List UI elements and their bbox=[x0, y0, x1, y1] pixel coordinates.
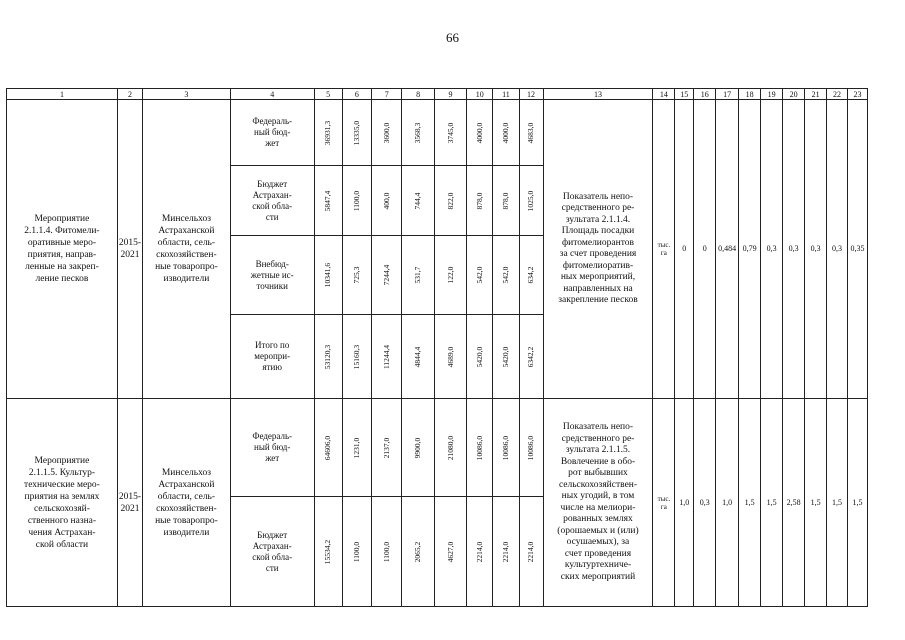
target-value-cell: 1,0 bbox=[716, 399, 739, 607]
funding-value: 1100,0 bbox=[351, 541, 361, 562]
funding-value: 1100,0 bbox=[351, 190, 361, 211]
column-header: 2 bbox=[117, 89, 142, 100]
column-header: 11 bbox=[493, 89, 519, 100]
funding-value-cell bbox=[372, 166, 402, 236]
funding-value-cell bbox=[467, 399, 493, 497]
funding-value-cell bbox=[314, 100, 342, 166]
funding-value-cell bbox=[342, 236, 371, 315]
funding-value: 7244,4 bbox=[381, 264, 391, 286]
funding-value: 10086,0 bbox=[526, 435, 536, 460]
funding-value-cell bbox=[314, 166, 342, 236]
target-value-cell: 1,5 bbox=[847, 399, 867, 607]
funding-value: 10086,0 bbox=[474, 435, 484, 460]
funding-value: 4689,0 bbox=[445, 346, 455, 367]
funding-value-cell bbox=[402, 100, 434, 166]
funding-value-cell bbox=[467, 166, 493, 236]
target-value-cell: 0,79 bbox=[739, 100, 761, 399]
funding-value-cell bbox=[519, 315, 543, 399]
funding-value: 542,0 bbox=[500, 266, 510, 284]
funding-value: 15160,3 bbox=[351, 344, 361, 369]
period-cell: 2015- 2021 bbox=[117, 399, 142, 607]
funding-value: 122,0 bbox=[445, 266, 455, 284]
funding-value: 744,4 bbox=[413, 192, 423, 209]
funding-value-cell bbox=[314, 497, 342, 607]
funding-value-cell bbox=[314, 399, 342, 497]
funding-value-cell bbox=[372, 100, 402, 166]
funding-value: 3568,3 bbox=[413, 122, 423, 143]
column-header: 19 bbox=[761, 89, 783, 100]
funding-value-cell bbox=[372, 399, 402, 497]
target-value-cell: 1,5 bbox=[827, 399, 848, 607]
indicator-cell: Показатель непо- средственного ре- зультата 2.1.1.4. Площадь посадки фитомелиорантов за счет проведения фитомелиоратив- ных мероприятий, направленных на закрепление песков bbox=[543, 100, 653, 399]
funding-value: 9900,0 bbox=[413, 437, 423, 458]
funding-value-cell bbox=[402, 166, 434, 236]
target-value-cell: 1,5 bbox=[739, 399, 761, 607]
target-value-cell: 1,5 bbox=[761, 399, 783, 607]
funding-value: 542,0 bbox=[474, 266, 484, 284]
column-header: 6 bbox=[342, 89, 371, 100]
unit-cell: тыс. га bbox=[653, 100, 675, 399]
funding-value-cell bbox=[342, 315, 371, 399]
funding-value-cell bbox=[402, 399, 434, 497]
target-value-cell: 0 bbox=[675, 100, 694, 399]
table-row bbox=[7, 399, 868, 497]
funding-value: 1025,0 bbox=[526, 190, 536, 211]
funding-value-cell bbox=[493, 100, 519, 166]
target-value-cell: 0 bbox=[694, 100, 716, 399]
header-row bbox=[7, 89, 868, 100]
funding-source-cell: Бюджет Астрахан- ской обла- сти bbox=[230, 497, 314, 607]
funding-value: 2214,0 bbox=[474, 541, 484, 562]
funding-value-cell bbox=[342, 166, 371, 236]
funding-value: 725,3 bbox=[351, 266, 361, 284]
funding-value-cell bbox=[519, 100, 543, 166]
funding-value-cell bbox=[372, 315, 402, 399]
funding-value: 36931,3 bbox=[323, 120, 333, 145]
indicator-cell: Показатель непо- средственного ре- зультата 2.1.1.5. Вовлечение в обо- рот выбывших сельскохозяйствен- ных угодий, в том числе на мелиори- рованных землях (орошаемых и (или) осушаемых), за счет проведения культуртехниче- ских мероприятий bbox=[543, 399, 653, 607]
funding-value-cell bbox=[434, 100, 466, 166]
funding-value-cell bbox=[434, 236, 466, 315]
funding-value-cell bbox=[467, 236, 493, 315]
executor-cell: Минсельхоз Астраханской области, сель- скохозяйствен- ные товаропро- изводители bbox=[142, 399, 230, 607]
funding-value-cell bbox=[402, 315, 434, 399]
funding-value-cell bbox=[434, 497, 466, 607]
program-table bbox=[6, 88, 868, 607]
funding-value: 2214,0 bbox=[526, 541, 536, 562]
unit-cell: тыс. га bbox=[653, 399, 675, 607]
funding-value: 10086,0 bbox=[500, 435, 510, 460]
funding-value-cell bbox=[434, 315, 466, 399]
funding-value: 3745,0 bbox=[445, 122, 455, 143]
funding-value: 4627,0 bbox=[445, 541, 455, 562]
funding-value-cell bbox=[342, 497, 371, 607]
funding-value: 11244,4 bbox=[381, 344, 391, 369]
funding-value-cell bbox=[372, 236, 402, 315]
target-value-cell: 0,3 bbox=[805, 100, 827, 399]
funding-value: 1231,0 bbox=[351, 437, 361, 458]
funding-source-cell: Внебюд- жетные ис- точники bbox=[230, 236, 314, 315]
column-header: 23 bbox=[847, 89, 867, 100]
column-header: 22 bbox=[827, 89, 848, 100]
funding-value-cell bbox=[342, 399, 371, 497]
target-value-cell: 1,5 bbox=[805, 399, 827, 607]
column-header: 14 bbox=[653, 89, 675, 100]
funding-value-cell bbox=[493, 236, 519, 315]
funding-value: 822,0 bbox=[445, 192, 455, 209]
column-header: 8 bbox=[402, 89, 434, 100]
period-cell: 2015- 2021 bbox=[117, 100, 142, 399]
funding-value: 5847,4 bbox=[323, 190, 333, 211]
funding-value: 2214,0 bbox=[500, 541, 510, 562]
column-header: 13 bbox=[543, 89, 653, 100]
funding-value-cell bbox=[314, 236, 342, 315]
target-value-cell: 2,58 bbox=[783, 399, 805, 607]
funding-value: 5420,0 bbox=[474, 346, 484, 367]
funding-source-cell: Федераль- ный бюд- жет bbox=[230, 100, 314, 166]
target-value-cell: 0,3 bbox=[761, 100, 783, 399]
column-header: 9 bbox=[434, 89, 466, 100]
funding-value: 2137,0 bbox=[381, 437, 391, 458]
activity-cell: Мероприятие 2.1.1.4. Фитомели- оративные меро- приятия, направ- ленные на закреп- ление песков bbox=[7, 100, 118, 399]
funding-value: 15534,2 bbox=[323, 539, 333, 564]
funding-value: 4844,4 bbox=[413, 346, 423, 367]
column-header: 7 bbox=[372, 89, 402, 100]
funding-value: 6342,2 bbox=[526, 346, 536, 367]
column-header: 12 bbox=[519, 89, 543, 100]
column-header: 3 bbox=[142, 89, 230, 100]
column-header: 17 bbox=[716, 89, 739, 100]
funding-value: 10341,6 bbox=[323, 262, 333, 288]
funding-value-cell bbox=[434, 166, 466, 236]
column-header: 18 bbox=[739, 89, 761, 100]
target-value-cell: 0,3 bbox=[694, 399, 716, 607]
funding-source-cell: Итого по меропри- ятию bbox=[230, 315, 314, 399]
target-value-cell: 0,3 bbox=[783, 100, 805, 399]
executor-cell: Минсельхоз Астраханской области, сель- скохозяйствен- ные товаропро- изводители bbox=[142, 100, 230, 399]
funding-value-cell bbox=[519, 497, 543, 607]
column-header: 16 bbox=[694, 89, 716, 100]
funding-source-cell: Федераль- ный бюд- жет bbox=[230, 399, 314, 497]
column-header: 21 bbox=[805, 89, 827, 100]
funding-value: 531,7 bbox=[413, 266, 423, 284]
funding-value-cell bbox=[493, 166, 519, 236]
funding-value-cell bbox=[519, 399, 543, 497]
activity-cell: Мероприятие 2.1.1.5. Культур- технические меро- приятия на землях сельскохозяй- ственного назна- чения Астрахан- ской области bbox=[7, 399, 118, 607]
funding-value: 3600,0 bbox=[381, 122, 391, 143]
funding-value: 4683,0 bbox=[526, 122, 536, 143]
funding-value-cell bbox=[402, 497, 434, 607]
funding-value-cell bbox=[467, 100, 493, 166]
target-value-cell: 0,484 bbox=[716, 100, 739, 399]
funding-source-cell: Бюджет Астрахан- ской обла- сти bbox=[230, 166, 314, 236]
column-header: 20 bbox=[783, 89, 805, 100]
funding-value-cell bbox=[519, 236, 543, 315]
target-value-cell: 1,0 bbox=[675, 399, 694, 607]
funding-value-cell bbox=[402, 236, 434, 315]
column-header: 10 bbox=[467, 89, 493, 100]
funding-value: 64606,0 bbox=[323, 435, 333, 460]
funding-value: 4000,0 bbox=[474, 122, 484, 143]
target-value-cell: 0,35 bbox=[847, 100, 867, 399]
funding-value-cell bbox=[493, 315, 519, 399]
funding-value-cell bbox=[467, 497, 493, 607]
funding-value-cell bbox=[493, 399, 519, 497]
funding-value-cell bbox=[314, 315, 342, 399]
funding-value: 634,2 bbox=[526, 266, 536, 284]
funding-value-cell bbox=[342, 100, 371, 166]
funding-value-cell bbox=[467, 315, 493, 399]
column-header: 4 bbox=[230, 89, 314, 100]
table-row bbox=[7, 100, 868, 166]
funding-value: 53120,3 bbox=[323, 344, 333, 369]
funding-value: 21080,0 bbox=[445, 435, 455, 460]
funding-value-cell bbox=[434, 399, 466, 497]
column-header: 5 bbox=[314, 89, 342, 100]
funding-value: 1100,0 bbox=[381, 541, 391, 562]
funding-value: 878,0 bbox=[474, 192, 484, 209]
funding-value-cell bbox=[519, 166, 543, 236]
funding-value: 400,0 bbox=[381, 192, 391, 209]
funding-value-cell bbox=[493, 497, 519, 607]
funding-value: 5420,0 bbox=[500, 346, 510, 367]
target-value-cell: 0,3 bbox=[827, 100, 848, 399]
funding-value: 13335,0 bbox=[351, 120, 361, 145]
funding-value-cell bbox=[372, 497, 402, 607]
funding-value: 4000,0 bbox=[500, 122, 510, 143]
page-number: 66 bbox=[446, 30, 459, 45]
column-header: 1 bbox=[7, 89, 118, 100]
funding-value: 878,0 bbox=[500, 192, 510, 209]
funding-value: 2065,2 bbox=[413, 541, 423, 562]
column-header: 15 bbox=[675, 89, 694, 100]
